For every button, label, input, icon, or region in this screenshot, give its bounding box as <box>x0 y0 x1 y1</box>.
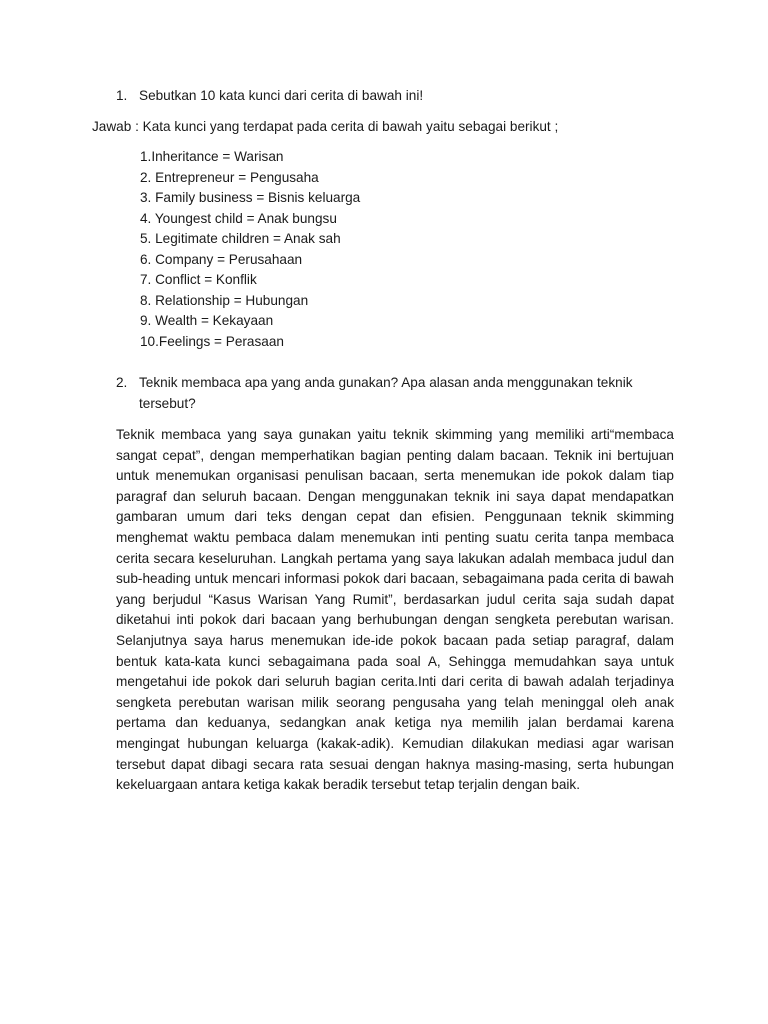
question-1-number: 1. <box>116 88 128 103</box>
keyword-item: 7. Conflict = Konflik <box>140 272 257 287</box>
keyword-item: 9. Wealth = Kekayaan <box>140 313 274 328</box>
answer-1-intro: Jawab : Kata kunci yang terdapat pada cerita di bawah yaitu sebagai berikut ; <box>92 119 559 134</box>
question-2 <box>116 373 686 414</box>
question-2-number: 2. <box>116 375 128 390</box>
keyword-item: 6. Company = Perusahaan <box>140 251 303 267</box>
keyword-list <box>140 147 360 352</box>
keyword-item: 2. Entrepreneur = Pengusaha <box>140 169 319 185</box>
answer-2-paragraph: Teknik membaca yang saya gunakan yaitu teknik skimming yang memiliki arti“membaca sangat cepat”, dengan memperhatikan bagian penting dalam bacaan. Teknik ini bertujuan untuk menemukan organisasi penulisan bacaan, serta menemukan ide pokok dalam tiap paragraf dan seluruh bacaan. Dengan menggunakan teknik ini saya dapat mendapatkan gambaran umum dari teks dengan cepat dan efisien. Penggunaan teknik skimming menghemat waktu pembaca dalam menemukan inti penting suatu cerita tanpa membaca cerita secara keseluruhan. Langkah pertama yang saya lakukan adalah membaca judul dan sub-heading untuk mencari informasi pokok dari bacaan, sebagaimana pada cerita di bawah yang berjudul “Kasus Warisan Yang Rumit”, berdasarkan judul cerita saja sudah dapat diketahui inti pokok dari bacaan yang berhubungan dengan sengketa perebutan warisan. Selanjutnya saya harus menemukan ide-ide pokok bacaan pada setiap paragraf, dalam bentuk kata-kata kunci sebagaimana pada soal A, Sehingga memudahkan saya untuk mengetahui ide pokok dari seluruh bagian cerita.Inti dari cerita di bawah adalah terjadinya sengketa perebutan warisan milik seorang pengusaha yang telah meninggal oleh anak pertama dan keduanya, sedangkan anak ketiga nya memilih jalan berdamai karena mengingat hubungan keluarga (kakak-adik). Kemudian dilakukan mediasi agar warisan tersebut dapat dibagi secara rata sesuai dengan haknya masing-masing, serta hubungan kekeluargaan antara ketiga kakak beradik tersebut tetap terjalin dengan baik. <box>116 427 674 793</box>
question-1 <box>116 86 676 107</box>
keyword-item: 3. Family business = Bisnis keluarga <box>140 190 361 205</box>
keyword-item: 5. Legitimate children = Anak sah <box>140 231 341 246</box>
keyword-item: 8. Relationship = Hubungan <box>140 292 309 308</box>
keyword-item: 1.Inheritance = Warisan <box>140 149 284 164</box>
question-2-text: Teknik membaca apa yang anda gunakan? Apa alasan anda menggunakan teknik tersebut? <box>139 375 633 411</box>
question-1-text: Sebutkan 10 kata kunci dari cerita di bawah ini! <box>139 88 424 103</box>
keyword-item: 10.Feelings = Perasaan <box>140 333 284 349</box>
keyword-item: 4. Youngest child = Anak bungsu <box>140 210 337 226</box>
